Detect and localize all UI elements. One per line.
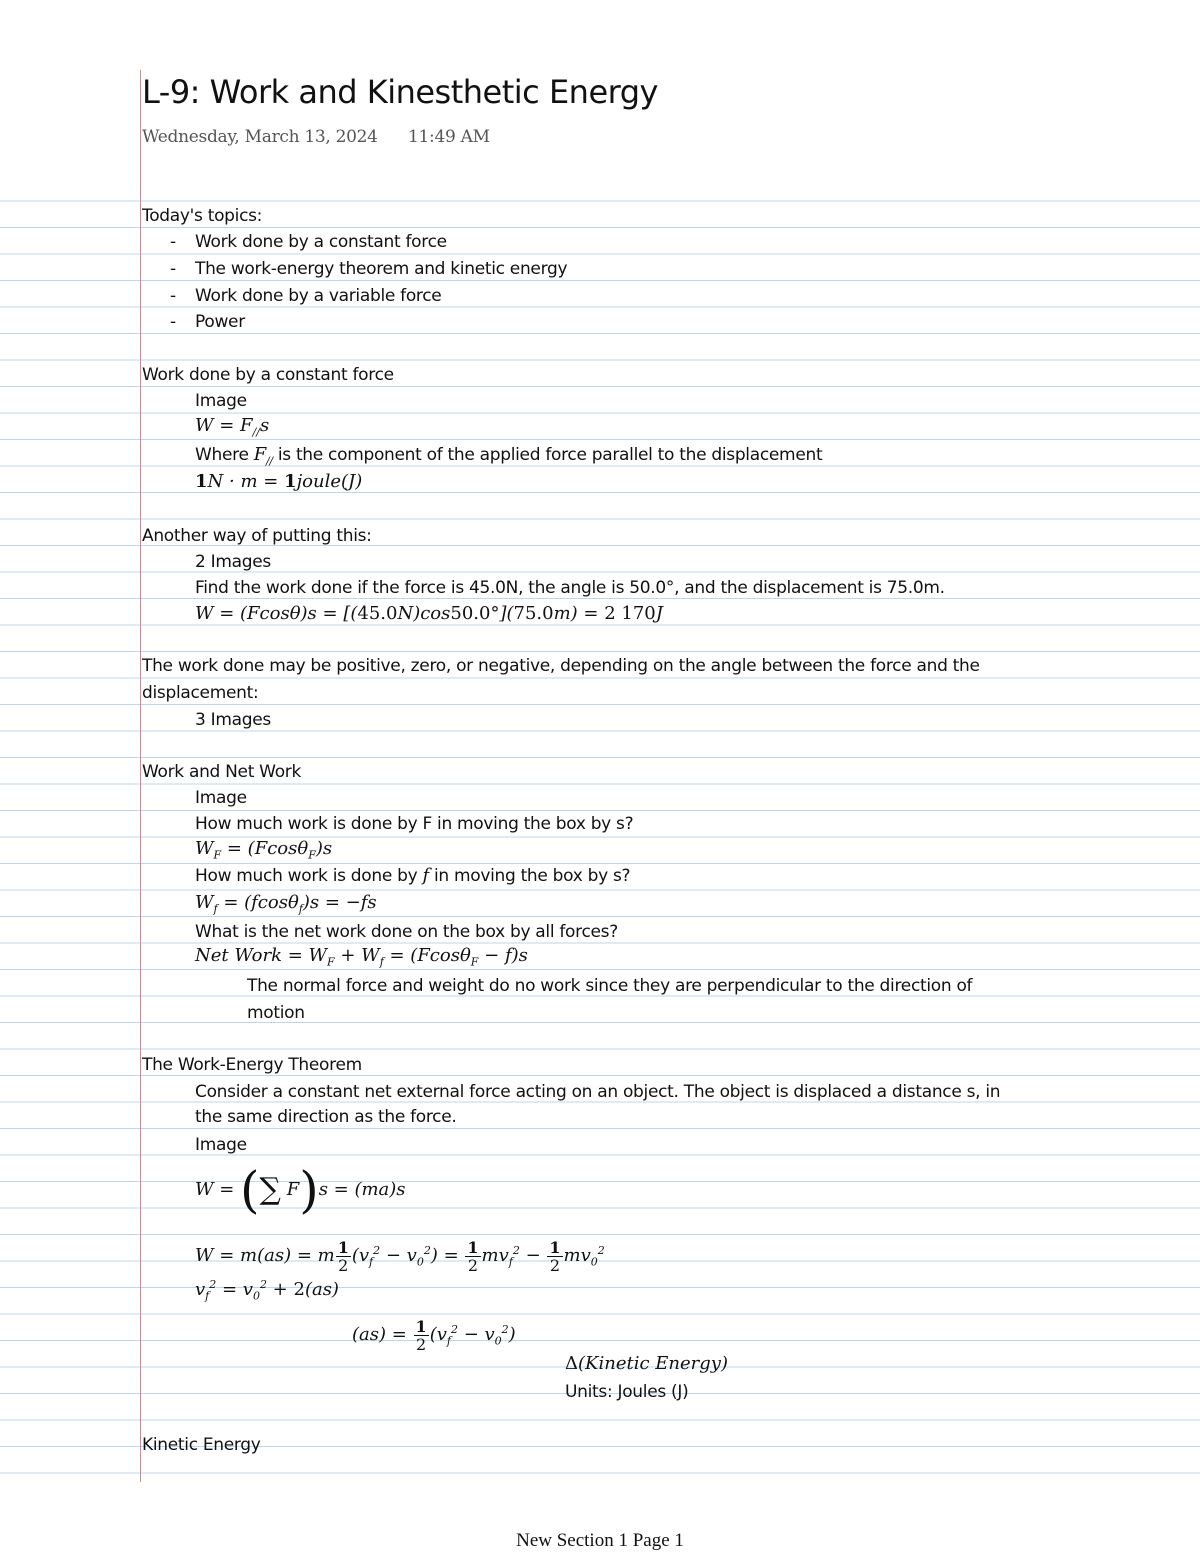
image-placeholder: Image [195,788,247,808]
equation-joule: 1N · m = 1joule(J) [195,471,363,492]
image-placeholder: Image [195,391,247,411]
units-line: Units: Joules (J) [565,1382,689,1402]
topics-heading: Today's topics: [142,206,263,226]
section-heading: Kinetic Energy [142,1435,261,1455]
equation-net-work: Net Work = $W_F + W_f = (Fcos\theta_F - f)s$ [195,945,528,969]
topic-item: Work done by a constant force [195,232,447,252]
equation-sum-force: W = (∑ F)s = (ma)s [195,1161,406,1219]
page-time: 11:49 AM [408,127,490,147]
paragraph-line: Consider a constant net external force acting on an object. The object is displaced a distance s, in [195,1082,1001,1102]
equation-kinematics: $v_f^2 = v_0^2 + 2(as)$ [195,1278,339,1303]
paragraph-line: displacement: [142,683,259,703]
equation-wf: $W_F = (Fcos\theta_F)s$ [195,838,333,862]
example-question: Find the work done if the force is 45.0N, the angle is 50.0°, and the displacement is 75.0m. [195,578,945,598]
bullet-dash: - [170,312,176,332]
topic-item: Power [195,312,245,332]
image-placeholder: Image [195,1135,247,1155]
margin-line [140,70,141,1482]
equation-work-expanded: W = m(as) = m $\frac{1}{2}$ $(v_f^2 - v_0^2)$ = $\frac{1}{2}$ $mv_f^2$ − $\frac{1}{2}$ $mv_0^2$ [195,1237,605,1275]
equation-as: (as) = $\frac{1}{2}$ $(v_f^2 - v_0^2)$ [352,1316,516,1354]
question-line: How much work is done by F in moving the box by s? [195,814,634,834]
page-date: Wednesday, March 13, 2024 [142,127,378,147]
page-footer: New Section 1 Page 1 [516,1530,684,1551]
question-line: How much work is done by f in moving the box by s? [195,865,631,886]
question-line: What is the net work done on the box by all forces? [195,922,618,942]
topic-item: The work-energy theorem and kinetic energy [195,259,568,279]
paragraph-line: the same direction as the force. [195,1107,457,1127]
note-line: The normal force and weight do no work since they are perpendicular to the direction of [247,976,973,996]
page-title: L-9: Work and Kinesthetic Energy [142,73,658,111]
image-placeholder: 2 Images [195,552,271,572]
topic-item: Work done by a variable force [195,286,442,306]
equation-wfriction: $W_f = (fcos\theta_f)s = -fs$ [195,892,377,916]
section-heading: Work done by a constant force [142,365,394,385]
bullet-dash: - [170,232,176,252]
section-heading: Work and Net Work [142,762,302,782]
bullet-dash: - [170,286,176,306]
bullet-dash: - [170,259,176,279]
equation-work: $W = F_{//}s$ [195,415,270,439]
equation-delta-ke: Δ(Kinetic Energy) [565,1353,728,1374]
where-line: Where $F_{//}$ is the component of the applied force parallel to the displacement [195,444,823,468]
paragraph-line: The work done may be positive, zero, or negative, depending on the angle between the force and the [142,656,980,676]
equation-example: W = (Fcosθ)s = [(45.0N)cos50.0°](75.0m) = 2 170J [195,603,663,624]
image-placeholder: 3 Images [195,710,271,730]
section-heading: Another way of putting this: [142,526,372,546]
note-line: motion [247,1003,305,1023]
section-heading: The Work-Energy Theorem [142,1055,362,1075]
